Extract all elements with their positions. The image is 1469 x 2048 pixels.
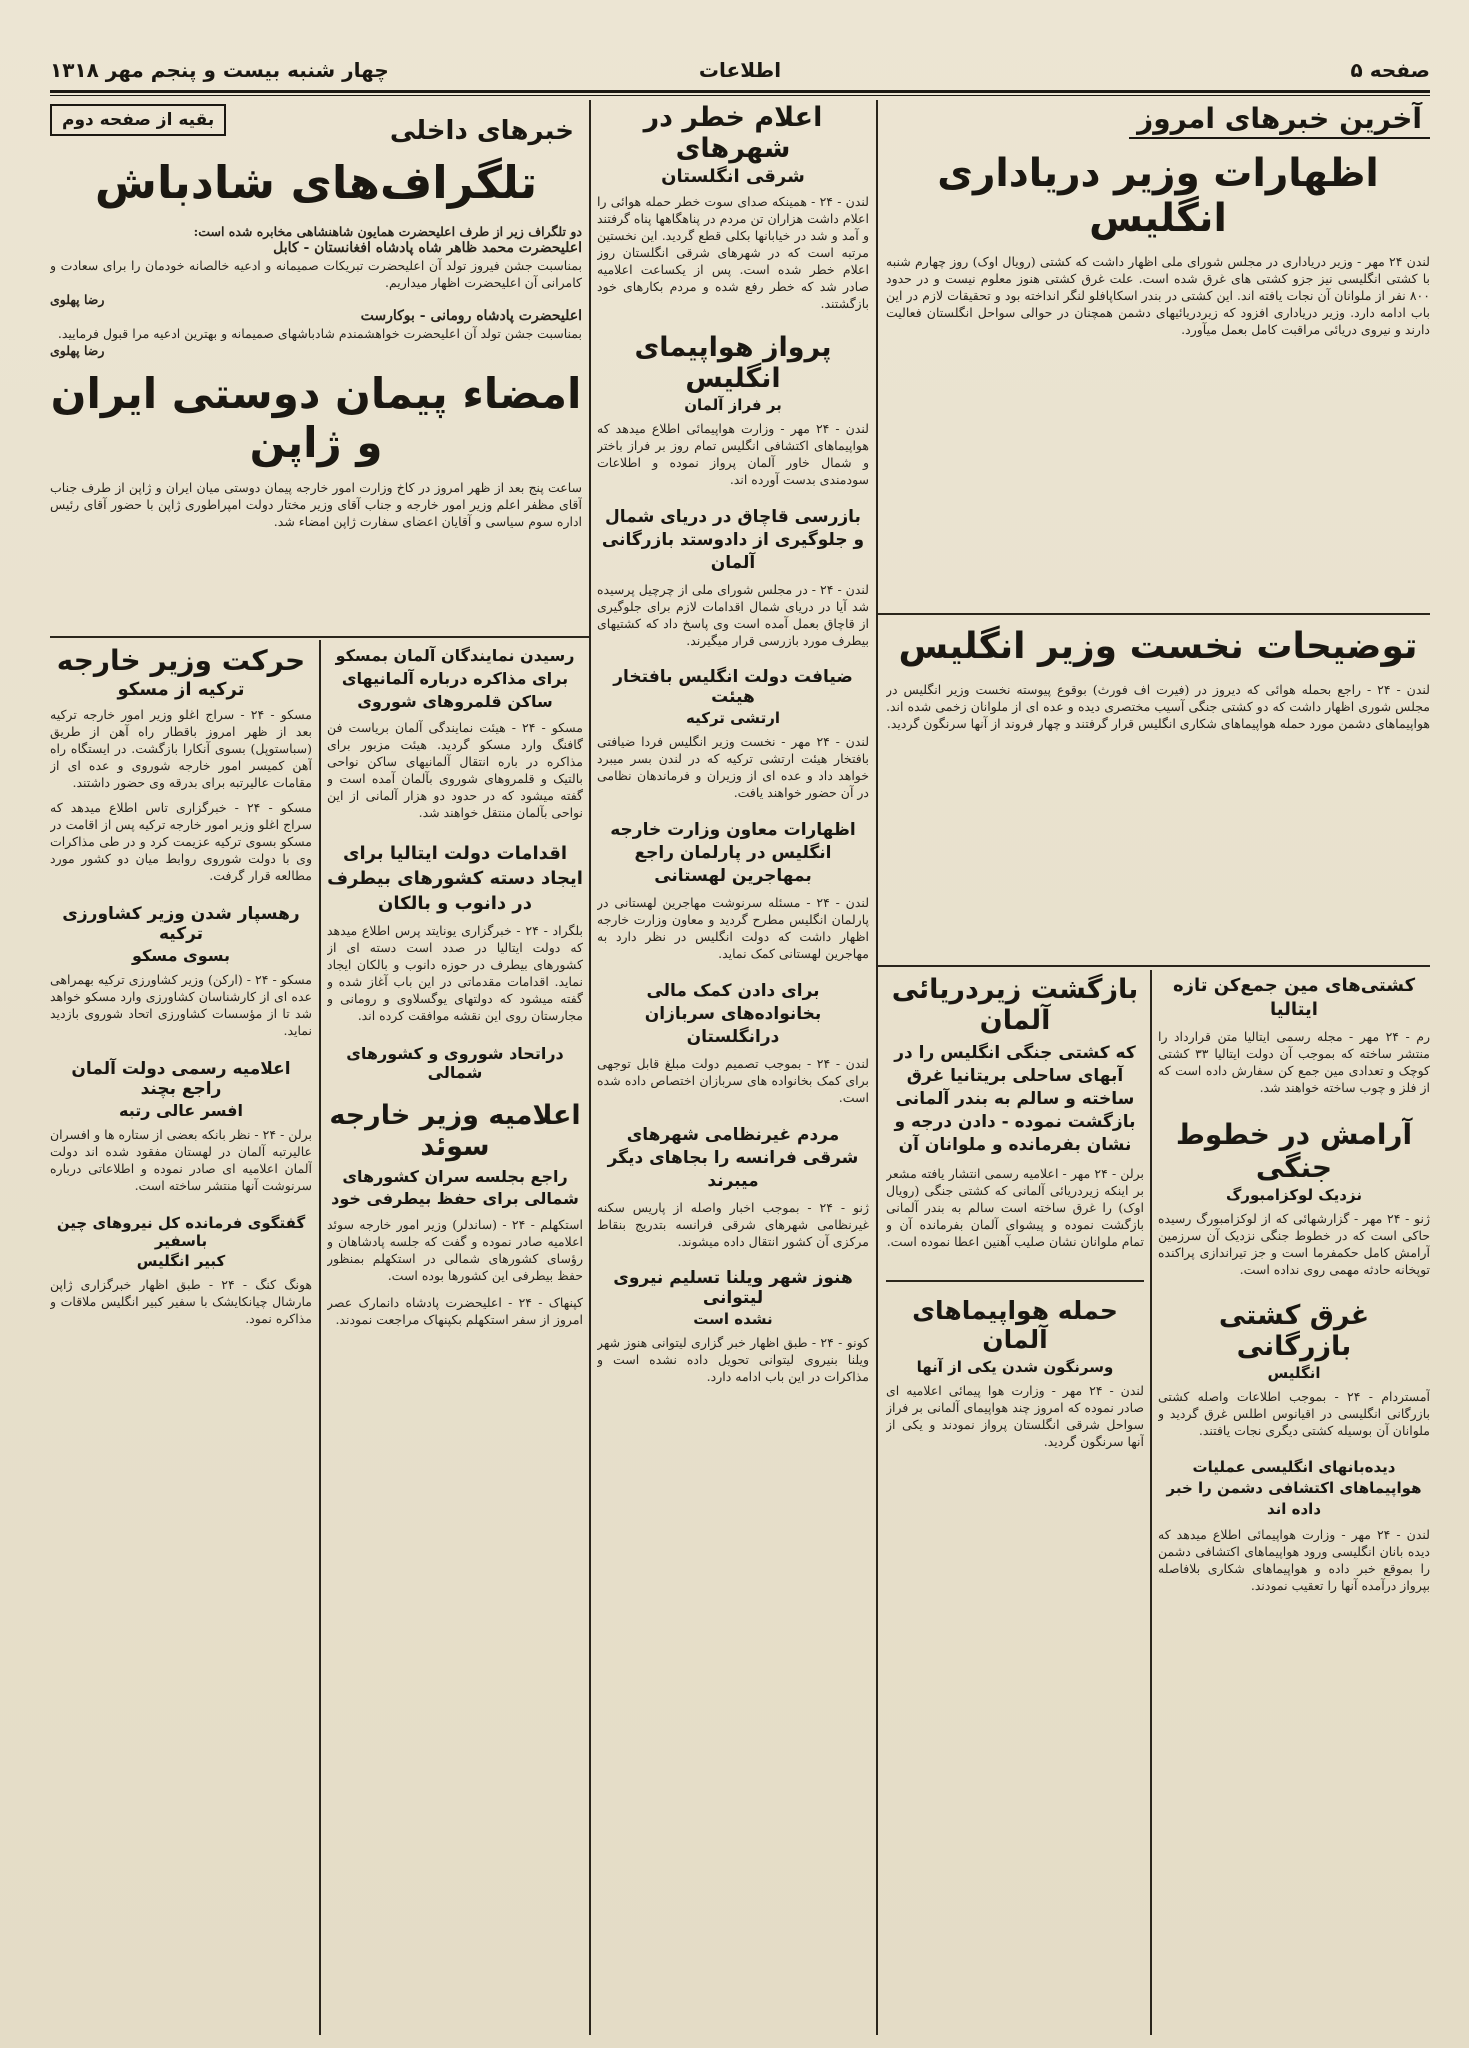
- header-rule: [50, 90, 1430, 93]
- subheadline: که کشتی جنگی انگلیس را در آبهای ساحلی بریتانیا غرق ساخته و سالم به بندر آلمانی بازگشت نموده - دادن درجه و نشان بفرمانده و ملوانان آن: [894, 1043, 1136, 1155]
- headline: مردم غیرنظامی شهرهای شرقی فرانسه را بجاهای دیگر میبرند: [607, 1125, 859, 1191]
- article-body: ژنو - ۲۴ - بموجب اخبار واصله از پاریس سکنه غیرنظامی شهرهای شرقی فرانسه بتدریج بنقاط مرکزی آن کشور انتقال داده میشوند.: [597, 1200, 869, 1249]
- headline: پرواز هواپیمای انگلیس: [634, 332, 832, 394]
- page-number: صفحه ۵: [1350, 58, 1430, 82]
- column-news: [886, 972, 1144, 2032]
- subheadline: بر فراز آلمان: [684, 396, 782, 414]
- headline: بازرسی قاچاق در دریای شمال و جلوگیری از دادوستد بازرگانی آلمان: [601, 507, 865, 573]
- headline: دیده‌بانهای انگلیسی عملیات هواپیماهای اکتشافی دشمن را خبر داده اند: [1166, 1458, 1422, 1518]
- article-pm-statement: [886, 618, 1430, 963]
- article-body: لندن - ۲۴ مهر - وزارت هواپیمائی اطلاع میدهد که هواپیماهای اکتشافی انگلیس تمام روز بر فراز باختر و شمال خاور آلمان پرواز نموده و اطلاعات سودمندی بدست آورده اند.: [597, 421, 869, 487]
- article-body: لندن - ۲۴ - همینکه صدای سوت خطر حمله هوائی را اعلام داشت هزاران تن مردم در پناهگاهها پناه گرفتند و آمد و شد در خیابانها بکلی قطع گردید. این نخستین مرتبه است که در شهرهای شرقی انگلستان روز اعلام خطر شده است. پس از یکساعت اعلامیه صادر شد که خطر رفع شده و مردم بکارهای خود بازگشتند.: [597, 194, 869, 311]
- article-body: لندن ۲۴ مهر - وزیر دریاداری در مجلس شورای ملی اظهار داشت که کشتی (رویال اوک) روز چهارم شنبه با کشتی انگلیسی نیز جزو کشتی های غرق شده است. علت غرق کشتی هنوز معلوم نیست و در حدود ۸۰۰ نفر از ملوانان آن نجات یافته اند. این کشتی در بندر اسکاپافلو لنگر انداخته بود و تحقیقات لازم در این باب ادامه دارد. وزیر دریاداری افزود که زیردریائیهای دشمن همچنان در حوالی سواحل انگلستان فعالیت دارند و نیروی دریائی مراقبت کامل بعمل میآورد.: [886, 254, 1430, 337]
- headline: اعلامیه رسمی دولت آلمان راجع بچند: [71, 1059, 291, 1099]
- headline: غرق کشتی بازرگانی: [1218, 1300, 1370, 1362]
- telegram-signature: رضا پهلوی: [50, 292, 105, 307]
- article-body: لندن - ۲۴ مهر - وزارت هواپیمائی اطلاع میدهد که دیده بانان انگلیسی ورود هواپیماهای اکتشافی دشمن را بموقع خبر داده و هواپیماهای شکاری بلافاصله بپرواز درآمده آنها را تعقیب نمودند.: [1158, 1527, 1430, 1593]
- column-turkey-news: [50, 644, 312, 2032]
- section-title: خبرهای داخلی: [389, 116, 574, 146]
- column-divider: [589, 100, 591, 2035]
- section-title: آخرین خبرهای امروز: [1129, 102, 1430, 139]
- headline: ضیافت دولت انگلیس بافتخار هیئت: [613, 667, 853, 707]
- headline: اظهارات معاون وزارت خارجه انگلیس در پارلمان راجع بمهاجرین لهستانی: [610, 820, 856, 886]
- article-body: ساعت پنج بعد از ظهر امروز در کاخ وزارت امور خارجه پیمان دوستی میان ایران و ژاپن از طرف جناب آقای مظفر اعلم وزیر امور خارجه و جناب آقای وزیر مختار دولت امپراطوری ژاپن با حضور آقای رئیس اداره سوم سیاسی و آقایان اعضای سفارت ژاپن امضاء شد.: [50, 480, 582, 529]
- headline: بازگشت زیردریائی آلمان: [891, 974, 1139, 1036]
- subheadline: وسرنگون شدن یکی از آنها: [916, 1358, 1114, 1376]
- header-rule-thin: [50, 95, 1430, 96]
- subheadline: کبیر انگلیس: [136, 1252, 226, 1270]
- subheadline: افسر عالی رتبه: [119, 1101, 243, 1120]
- headline: آرامش در خطوط جنگی: [1175, 1118, 1413, 1184]
- section-divider: [877, 965, 1430, 967]
- column-side-news: [1158, 972, 1430, 2032]
- subheadline: نزدیک لوکزامبورگ: [1226, 1186, 1362, 1204]
- headline: تلگراف‌های شادباش: [94, 156, 538, 209]
- headline: اظهارات وزیر دریاداری انگلیس: [937, 151, 1379, 241]
- article-body: لندن - ۲۴ مهر - نخست وزیر انگلیس فردا ضیافتی بافتخار هیئت ارتشی ترکیه که در لندن بسر میبرد خواهد داد و عده ای از وزیران و فرماندهان نظامی در آن حضور خواهند یافت.: [597, 734, 869, 800]
- article-body: رم - ۲۴ مهر - مجله رسمی ایتالیا متن قرارداد را منتشر ساخته که بموجب آن دولت ایتالیا ۳۳ کشتی کوچک و تعدادی مین جمع کن سفارش داده است که از فلز و چوب ساخته خواهند شد.: [1158, 1029, 1430, 1095]
- column-foreign-news: [597, 102, 869, 2032]
- column-latest-news: [886, 102, 1430, 612]
- telegram-recipient: اعلیحضرت محمد ظاهر شاه پادشاه افغانستان - کابل: [273, 240, 582, 256]
- article-body: کونو - ۲۴ - طبق اظهار خبر گزاری لیتوانی هنوز شهر ویلنا بنیروی لیتوانی تحویل داده نشده است و مذاکرات در این باب ادامه دارد.: [597, 1335, 869, 1384]
- issue-date: چهار شنبه بیست و پنجم مهر ۱۳۱۸: [50, 58, 389, 82]
- article-body: بلگراد - ۲۴ - خبرگزاری یونایتد پرس اطلاع میدهد که دولت ایتالیا در صدد است دسته ای از کشورهای بیطرف در حوزه دانوب و بالکان ایجاد نماید. اقدامات مقدماتی در این باب آغاز شده و گفته میشود که دولتهای یوگسلاوی و رومانی و مجارستان روی این نقشه موافقت کرده اند.: [327, 923, 583, 1023]
- article-body: آمستردام - ۲۴ - بموجب اطلاعات واصله کشتی بازرگانی انگلیسی در اقیانوس اطلس غرق گردید و ملوانان آن بوسیله کشتی دیگری نجات یافتند.: [1158, 1389, 1430, 1438]
- article-body: برلن - ۲۴ مهر - اعلامیه رسمی انتشار یافته مشعر بر اینکه زیردریائی آلمانی که کشتی جنگی (رویال اوک) را غرق ساخته است سالم به بندر آلمانی بازگشت نموده و پیشوای آلمان بفرمانده آن و تمام ملوانان نشان صلیب آهنین اعطا نموده است.: [886, 1166, 1144, 1249]
- article-body: برلن - ۲۴ - نظر بانکه بعضی از ستاره ها و افسران عالیرتبه آلمان در لهستان مفقود شده اند دولت آلمان اعلامیه ای صادر نموده و اطلاعاتی درباره سرنوشت آنها منتشر ساخته است.: [50, 1127, 312, 1193]
- article-body: مسکو - ۲۴ - خبرگزاری تاس اطلاع میدهد که سراج اغلو وزیر امور خارجه ترکیه پس از اقامت در مسکو بسوی ترکیه عزیمت کرد و در طی مذاکرات وی با دولت شوروی روابط میان دو کشور مورد مطالعه قرار گرفت.: [50, 800, 312, 883]
- subheadline: نشده است: [693, 1310, 773, 1328]
- article-body: لندن - ۲۴ - بموجب تصمیم دولت مبلغ قابل توجهی برای کمک بخانواده های سربازان اختصاص داده شده است.: [597, 1056, 869, 1105]
- headline: کشتی‌های مین جمع‌کن تازه ایتالیا: [1172, 975, 1416, 1020]
- headline: رسیدن نمایندگان آلمان بمسکو برای مذاکره درباره آلمانیهای ساکن قلمروهای شوروی: [335, 646, 575, 711]
- headline: حمله هواپیماهای آلمان: [886, 1280, 1144, 1354]
- continued-note: بقیه از صفحه دوم: [50, 104, 226, 136]
- telegram-signature: رضا پهلوی: [50, 343, 105, 358]
- telegram-recipient: اعلیحضرت پادشاه رومانی - بوکارست: [360, 308, 582, 324]
- article-body: ژنو - ۲۴ مهر - گزارشهائی که از لوکزامبورگ رسیده حاکی است که در خطوط جنگی نزدیک آن سرزمین آرامش کامل حکمفرما است و جز تیراندازی پراکنده توپخانه حادثه مهمی روی نداده است.: [1158, 1211, 1430, 1277]
- column-divider: [319, 640, 321, 2035]
- article-body: لندن - ۲۴ - در مجلس شورای ملی از چرچیل پرسیده شد آیا در دریای شمال اقدامات لازم برای جلوگیری از قاچاق بعمل آمده است وی پاسخ داد که کشتیهای بیطرف مورد بازرسی قرار میگیرند.: [597, 582, 869, 648]
- column-divider: [876, 100, 878, 2035]
- article-body: استکهلم - ۲۴ - (ساندلر) وزیر امور خارجه سوئد اعلامیه صادر نموده و گفت که جلسه پادشاهان و رؤسای کشورهای شمالی در استکهلم بمنظور حفظ بیطرفی این کشورها بوده است.: [327, 1217, 583, 1283]
- headline: اعلامیه وزیر خارجه سوئد: [329, 1100, 581, 1162]
- headline: رهسپار شدن وزیر کشاورزی ترکیه: [62, 904, 300, 944]
- article-body: مسکو - ۲۴ - (ارکن) وزیر کشاورزی ترکیه بهمراهی عده ای از کارشناسان کشاورزی وارد مسکو خواهد شد تا از مؤسسات کشاورزی اتحاد شوروی بازدید نماید.: [50, 972, 312, 1038]
- article-body: مسکو - ۲۴ - هیئت نمایندگی آلمان بریاست فن گافنگ وارد مسکو گردید. هیئت مزبور برای مذاکره در باره انتقال آلمانیهای ساکن نواحی بالتیک و قلمروهای شوروی بآلمان آمده است و گفته میشود که در حدود دو هزار آلمانی از این نواحی بآلمان منتقل خواهند شد.: [327, 720, 583, 820]
- subheadline: ترکیه از مسکو: [117, 679, 245, 700]
- headline: برای دادن کمک مالی بخانواده‌های سربازان درانگلستان: [644, 981, 822, 1047]
- page-header: [50, 52, 1430, 90]
- subheadline: راجع بجلسه سران کشورهای شمالی برای حفظ بیطرفی خود: [331, 1167, 579, 1208]
- section-divider: [50, 636, 589, 638]
- article-body: لندن - ۲۴ - راجع بحمله هوائی که دیروز در (فیرت اف فورث) بوقوع پیوسته نخست وزیر انگلیس در مجلس شوری اظهار داشت که دو کشتی جنگی آسیب مختصری دیده و عده ای از ملوانان زخمی شده اند. هواپیماهای دشمن مورد حمله هواپیماهای شکاری انگلیس قرار گرفتند و چهار فروند از آنها سرنگون گردید.: [886, 682, 1430, 731]
- subheadline: شرقی انگلستان: [661, 166, 805, 187]
- column-europe-news: [327, 644, 583, 2032]
- headline: امضاء پیمان دوستی ایران و ژاپن: [50, 369, 582, 467]
- telegram-message: بمناسبت جشن فیروز تولد آن اعلیحضرت تبریکات صمیمانه و ادعیه خالصانه خودمان را برای سعادت و کامرانی آن اعلیحضرت اظهار میداریم.: [50, 258, 582, 290]
- article-body: کپنهاک - ۲۴ - اعلیحضرت پادشاه دانمارک عصر امروز از سفر استکهلم بکپنهاک مراجعت نمودند.: [327, 1295, 583, 1327]
- subheadline: ارتشی ترکیه: [686, 709, 780, 727]
- headline: اعلام خطر در شهرهای: [643, 102, 823, 164]
- headline: هنوز شهر ویلنا تسلیم نیروی لیتوانی: [613, 1268, 853, 1308]
- headline: حرکت وزیر خارجه: [56, 644, 306, 677]
- headline: اقدامات دولت ایتالیا برای ایجاد دسته کشورهای بیطرف در دانوب و بالکان: [327, 843, 583, 914]
- column-domestic-news: [50, 102, 582, 632]
- subheadline: بسوی مسکو: [131, 946, 231, 965]
- headline: دراتحاد شوروی و کشورهای شمالی: [346, 1044, 564, 1082]
- article-body: هونگ کنگ - ۲۴ - طبق اظهار خبرگزاری ژاپن مارشال چیانکایشک با سفیر کبیر انگلیس ملاقات و مذاکره نمود.: [50, 1277, 312, 1326]
- article-body: مسکو - ۲۴ - سراج اغلو وزیر امور خارجه ترکیه بعد از ظهر امروز باقطار راه آهن از طریق (سباستوپل) بسوی آنکارا بازگشت. در ایستگاه راه آهن کمیسر امور خارجه شوروی و عده ای از مقامات عالیرتبه برای بدرقه وی حضور داشتند.: [50, 707, 312, 790]
- headline: توضیحات نخست وزیر انگلیس: [898, 626, 1418, 667]
- section-divider: [877, 613, 1430, 615]
- subheadline: انگلیس: [1267, 1364, 1321, 1382]
- headline: گفتگوی فرمانده کل نیروهای چین باسفیر: [56, 1214, 306, 1250]
- column-divider: [1150, 970, 1152, 2035]
- article-body: لندن - ۲۴ مهر - وزارت هوا پیمائی اعلامیه ای صادر نموده که امروز چند هواپیمای آلمانی بر فراز سواحل شرقی انگلستان پرواز نمودند و یکی از آنها سرنگون گردید.: [886, 1383, 1144, 1449]
- article-intro: دو تلگراف زیر از طرف اعلیحضرت همایون شاهنشاهی مخابره شده است:: [193, 224, 582, 239]
- telegram-message: بمناسبت جشن تولد آن اعلیحضرت خواهشمندم شادباشهای صمیمانه و بهترین ادعیه مرا قبول فرمایید.: [57, 326, 582, 341]
- newspaper-name: اطلاعات: [698, 58, 782, 82]
- article-body: لندن - ۲۴ - مسئله سرنوشت مهاجرین لهستانی در پارلمان انگلیس مطرح گردید و معاون وزارت خارجه اظهار داشت که دولت انگلیس در نظر دارد به مهاجرین لهستانی کمک نماید.: [597, 895, 869, 961]
